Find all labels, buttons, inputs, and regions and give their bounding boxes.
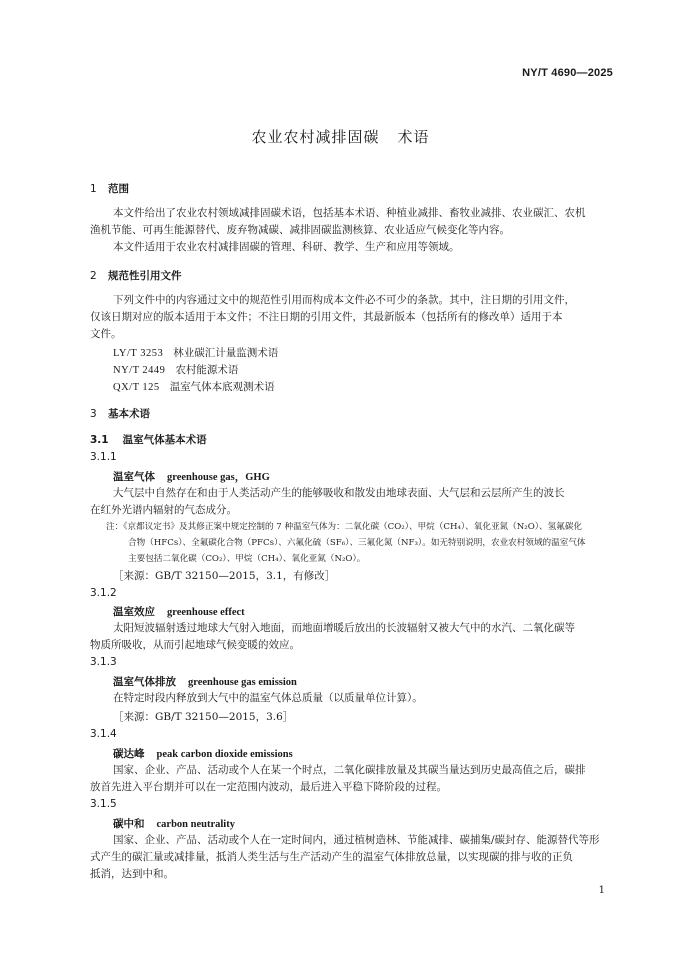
- term-definition-line: 式产生的碳汇量或减排量，抵消人类生活与生产活动产生的温室气体排放总量，以实现碳的排与收的正负: [90, 851, 573, 863]
- subsection-heading: 3.1 温室气体基本术语: [90, 434, 207, 446]
- reference-item: NY/T 2449 农村能源术语: [113, 364, 239, 376]
- term-definition-line: 在红外光谱内辐射的气态成分。: [90, 504, 237, 516]
- term-definition-line: 抵消，达到中和。: [90, 868, 174, 880]
- term-note-line: 合物（HFCs）、全氟碳化合物（PFCs）、六氟化硫（SF₆）、三氟化氮（NF₃）。如无特别说明，农业农村领域的温室气体: [128, 538, 586, 548]
- term-entry: 温室气体排放 greenhouse gas emission: [113, 676, 297, 688]
- normative-paragraph-line: 下列文件中的内容通过文中的规范性引用而构成本文件必不可少的条款。其中，注日期的引用文件，: [113, 294, 575, 306]
- title-sub: 术语: [397, 128, 430, 146]
- term-source: ［来源：GB/T 32150—2015，3.1，有修改］: [113, 570, 336, 582]
- section-heading-scope: 1 范围: [90, 183, 129, 195]
- scope-paragraph-line: 本文件给出了农业农村领域减排固碳术语，包括基本术语、种植业减排、畜牧业减排、农业碳汇、农机: [113, 207, 586, 219]
- term-number: 3.1.3: [90, 656, 117, 668]
- normative-paragraph-line: 仅该日期对应的版本适用于本文件；不注日期的引用文件，其最新版本（包括所有的修改单）适用于本: [90, 311, 563, 323]
- term-number: 3.1.5: [90, 798, 117, 810]
- term-number: 3.1.1: [90, 451, 117, 463]
- scope-paragraph-2: 本文件适用于农业农村减排固碳的管理、科研、教学、生产和应用等领域。: [113, 241, 460, 253]
- term-number: 3.1.2: [90, 587, 117, 599]
- term-entry: 温室气体 greenhouse gas，GHG: [113, 471, 270, 483]
- document-title: [0, 126, 681, 147]
- term-definition-line: 放首先进入平台期并可以在一定范围内波动，最后进入平稳下降阶段的过程。: [90, 781, 447, 793]
- section-heading-normative: 2 规范性引用文件: [90, 270, 182, 282]
- term-definition-line: 大气层中自然存在和由于人类活动产生的能够吸收和散发由地球表面、大气层和云层所产生的波长: [113, 487, 565, 499]
- section-heading-basic: 3 基本术语: [90, 408, 150, 420]
- term-number: 3.1.4: [90, 728, 117, 740]
- term-entry: 碳达峰 peak carbon dioxide emissions: [113, 748, 293, 760]
- term-definition-line: 国家、企业、产品、活动或个人在某一个时点，二氧化碳排放量及其碳当量达到历史最高值之后，碳排: [113, 764, 586, 776]
- standard-code: NY/T 4690—2025: [522, 67, 613, 79]
- normative-paragraph-line: 文件。: [90, 328, 122, 340]
- term-definition-line: 物质所吸收，从而引起地球气候变暖的效应。: [90, 639, 300, 651]
- term-definition-line: 在特定时段内释放到大气中的温室气体总质量（以质量单位计算）。: [113, 692, 423, 704]
- term-note-line: 注：《京都议定书》及其修正案中规定控制的 7 种温室气体为：二氧化碳（CO₂）、甲烷（CH₄）、氧化亚氮（N₂O）、氢氟碳化: [106, 522, 583, 532]
- term-definition-line: 国家、企业、产品、活动或个人在一定时间内，通过植树造林、节能减排、碳捕集/碳封存、能源替代等形: [113, 834, 600, 846]
- reference-item: LY/T 3253 林业碳汇计量监测术语: [113, 347, 279, 359]
- term-source: ［来源：GB/T 32150—2015，3.6］: [113, 711, 294, 723]
- term-note-line: 主要包括二氧化碳（CO₂）、甲烷（CH₄）、氧化亚氮（N₂O）。: [128, 554, 366, 564]
- scope-paragraph-line: 渔机节能、可再生能源替代、废弃物减碳、减排固碳监测核算、农业适应气候变化等内容。: [90, 224, 510, 236]
- page-number: 1: [598, 885, 605, 896]
- title-main: 农业农村减排固碳: [251, 128, 380, 146]
- reference-item: QX/T 125 温室气体本底观测术语: [113, 381, 275, 393]
- term-entry: 碳中和 carbon neutrality: [113, 818, 235, 830]
- term-definition-line: 太阳短波辐射透过地球大气射入地面，而地面增暖后放出的长波辐射又被大气中的水汽、二氧化碳等: [113, 622, 575, 634]
- term-entry: 温室效应 greenhouse effect: [113, 606, 245, 618]
